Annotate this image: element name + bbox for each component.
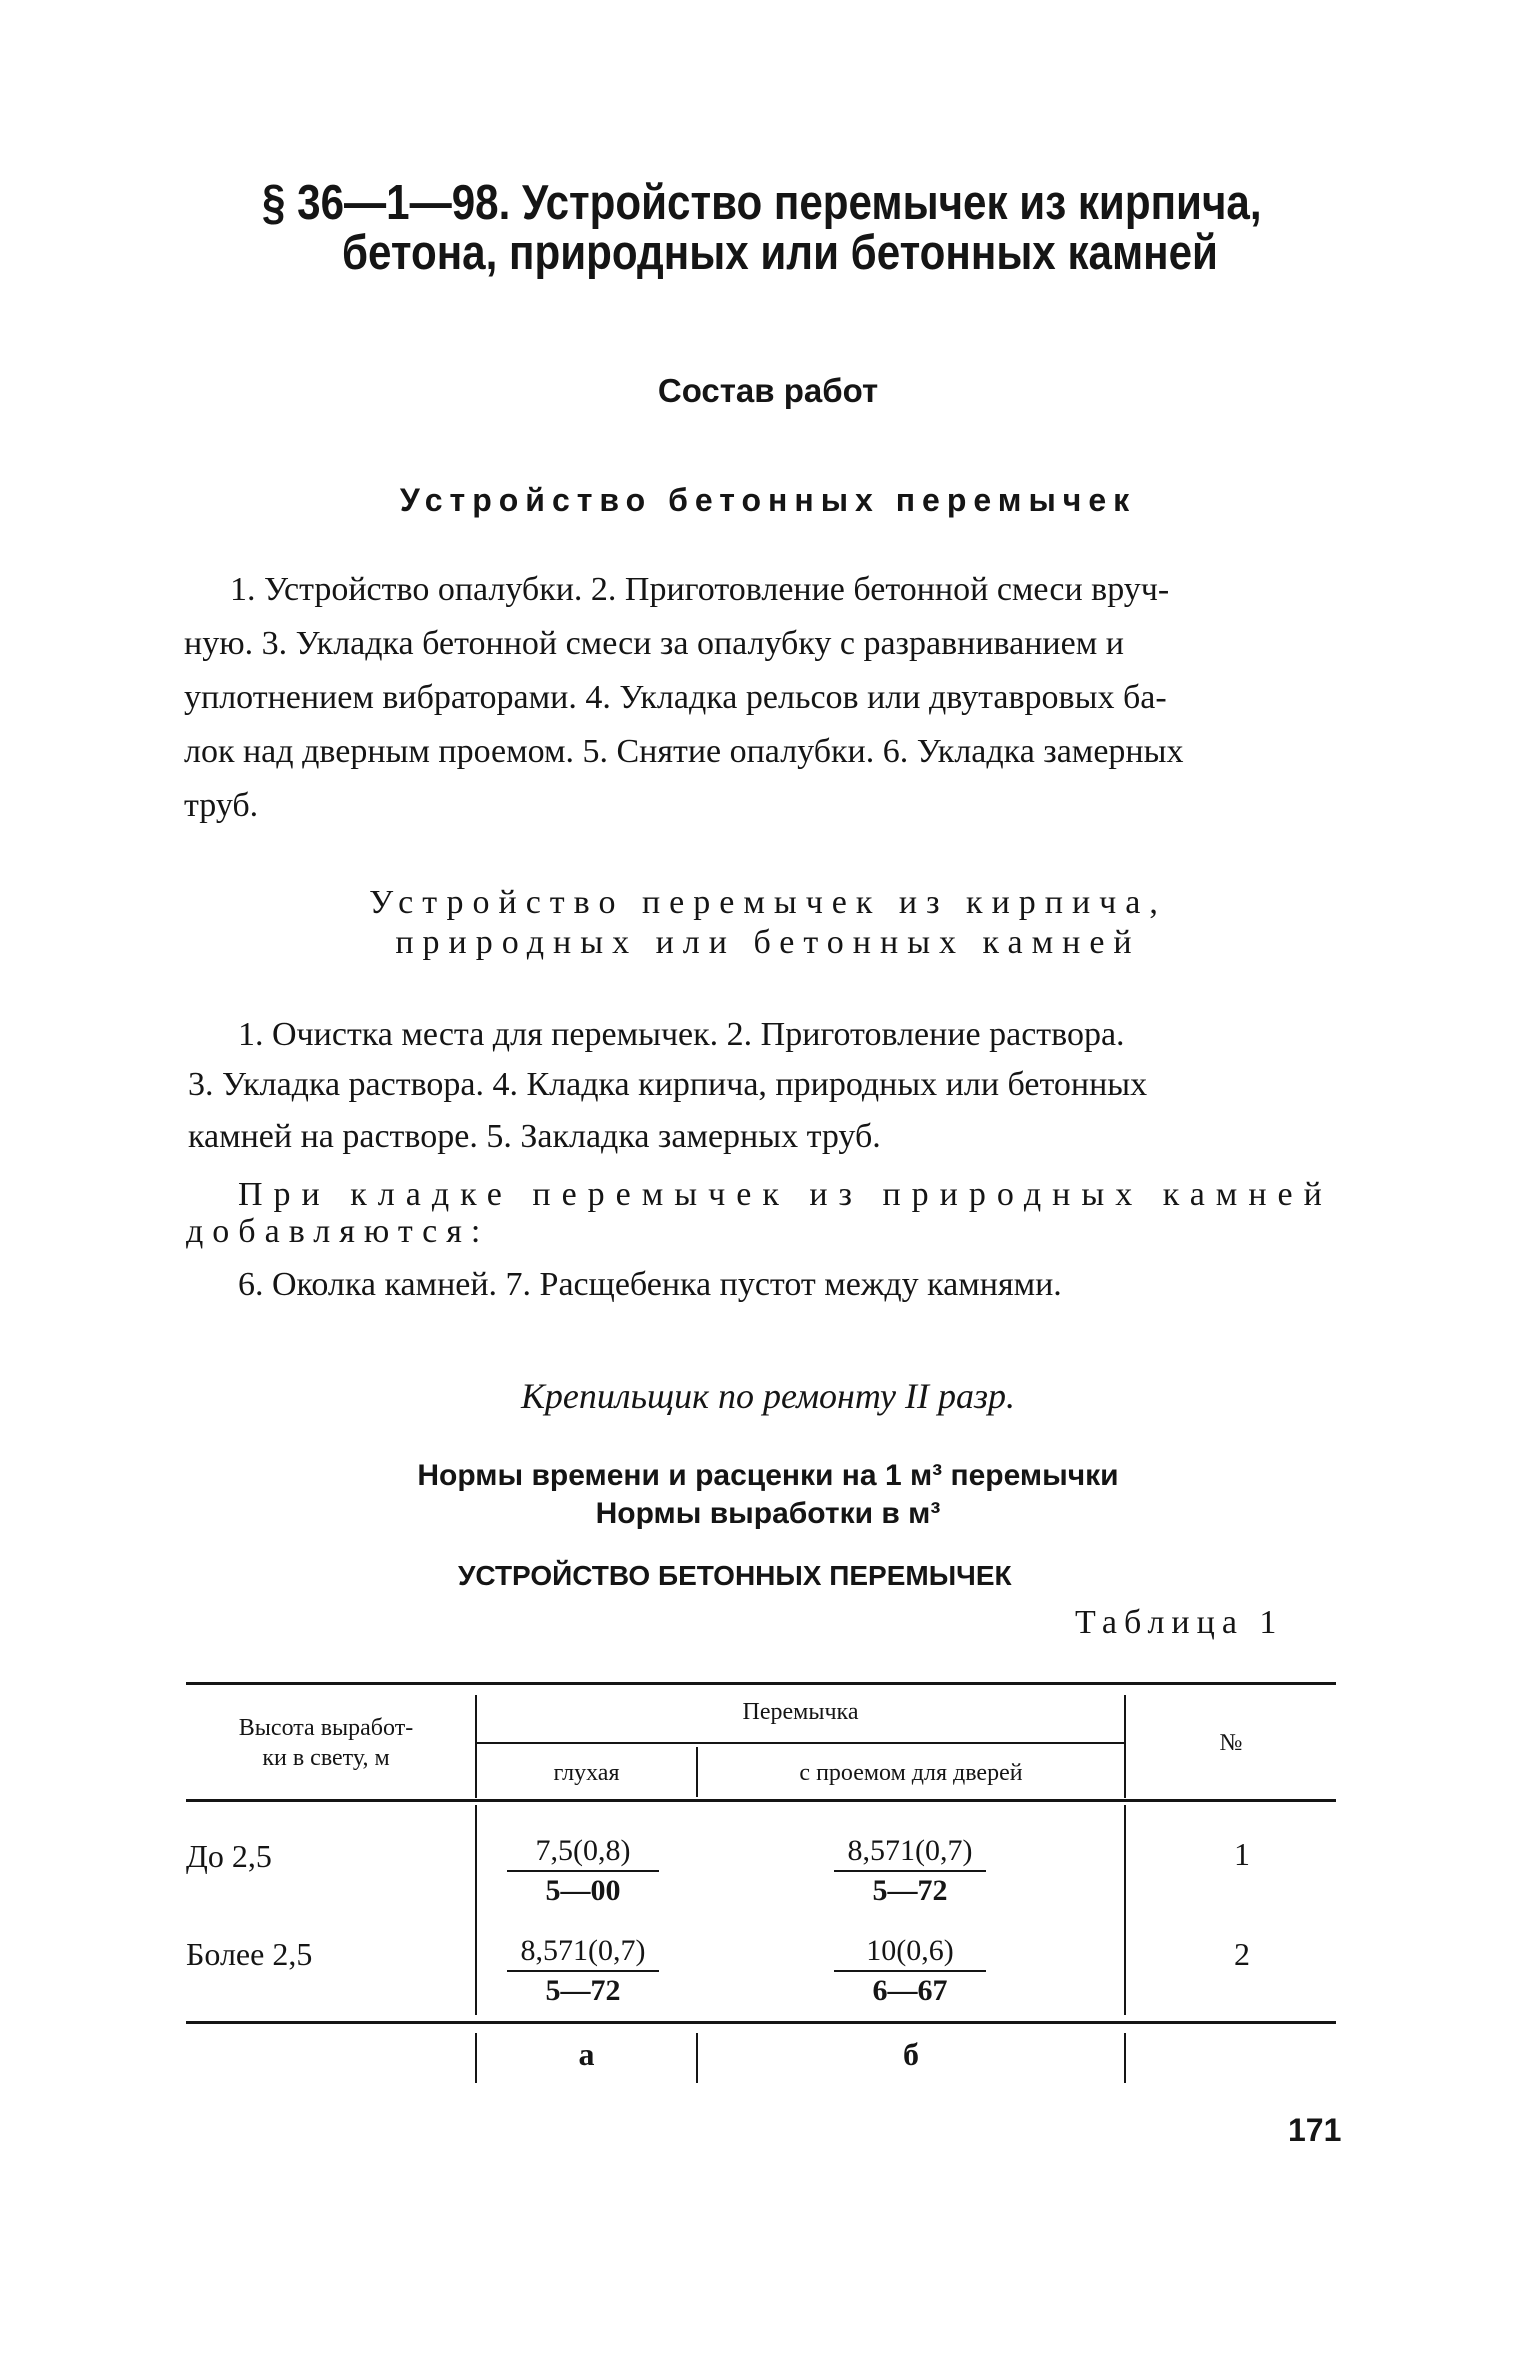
section1-line: ную. 3. Укладка бетонной смеси за опалубку с разравниванием и: [184, 625, 1124, 662]
section2-title-line2: природных или бетонных камней: [395, 924, 1141, 961]
row1-col-b-value: [834, 1832, 986, 1910]
worker-grade: Крепильщик по ремонту II разр.: [521, 1376, 1015, 1416]
column-letter-a: а: [578, 2036, 595, 2072]
row1-col-a-value: [507, 1832, 659, 1910]
header-col-a: глухая: [553, 1760, 620, 1786]
row1-col-a-norm: 7,5(0,8): [535, 1834, 631, 1867]
section1-line: лок над дверным проемом. 5. Снятие опалубки. 6. Укладка замерных: [184, 733, 1184, 770]
row2-col-a-value: [507, 1932, 659, 2010]
table-label: Таблица 1: [1075, 1604, 1284, 1641]
header-height-line1: Высота выработ-: [238, 1715, 414, 1741]
header-group: Перемычка: [742, 1699, 859, 1725]
table-col-rule: [475, 1805, 477, 2015]
header-col-b: с проемом для дверей: [799, 1760, 1023, 1786]
section1-title: Устройство бетонных перемычек: [399, 482, 1137, 518]
header-height-line2: ки в свету, м: [262, 1745, 390, 1771]
section1-line: уплотнением вибраторами. 4. Укладка рельсов или двутавровых ба-: [184, 679, 1167, 716]
table-group-rule: [476, 1742, 1124, 1744]
row2-col-b-norm: 10(0,6): [866, 1934, 954, 1967]
section2-extra-line: 6. Околка камней. 7. Расщебенка пустот между камнями.: [238, 1266, 1062, 1303]
section1-line: 1. Устройство опалубки. 2. Приготовление бетонной смеси вруч-: [230, 571, 1170, 608]
row1-col-b-rate: 5—72: [834, 1870, 986, 1910]
header-height: [186, 1713, 466, 1773]
column-letter-b: б: [903, 2036, 919, 2072]
row2-col-b-rate: 6—67: [834, 1970, 986, 2010]
table-header-rule: [186, 1799, 1336, 1802]
row1-col-b-norm: 8,571(0,7): [847, 1834, 973, 1867]
row2-col-b-value: [834, 1932, 986, 2010]
section2-line: 3. Укладка раствора. 4. Кладка кирпича, природных или бетонных: [188, 1066, 1148, 1103]
header-number: №: [1219, 1730, 1243, 1756]
table-col-rule: [1124, 2033, 1126, 2083]
table-title: УСТРОЙСТВО БЕТОННЫХ ПЕРЕМЫЧЕК: [458, 1560, 1012, 1591]
section-heading-line2: бетона, природных или бетонных камней: [342, 226, 1218, 280]
section2-line: камней на растворе. 5. Закладка замерных труб.: [188, 1118, 881, 1155]
table-col-rule: [1124, 1805, 1126, 2015]
norms-line2: Нормы выработки в м³: [595, 1497, 941, 1530]
norms-line1: Нормы времени и расценки на 1 м³ перемычки: [417, 1459, 1119, 1492]
row1-col-a-rate: 5—00: [507, 1870, 659, 1910]
section2-line: 1. Очистка места для перемычек. 2. Приготовление раствора.: [238, 1016, 1125, 1053]
section2-title-line1: Устройство перемычек из кирпича,: [369, 884, 1167, 921]
composition-title: Состав работ: [657, 372, 879, 409]
row1-number: 1: [1234, 1836, 1250, 1872]
section1-line: труб.: [184, 787, 259, 824]
row2-col-a-norm: 8,571(0,7): [520, 1934, 646, 1967]
section2-note-line2: добавляются:: [186, 1213, 490, 1250]
row2-number: 2: [1234, 1936, 1250, 1972]
row2-height: Более 2,5: [186, 1936, 313, 1972]
page-number: 171: [1288, 2112, 1342, 2148]
row2-col-a-rate: 5—72: [507, 1970, 659, 2010]
table-bottom-rule: [186, 2021, 1336, 2024]
section-heading-line1: § 36—1—98. Устройство перемычек из кирпича,: [262, 176, 1262, 230]
row1-height: До 2,5: [186, 1838, 272, 1874]
table-top-rule: [186, 1682, 1336, 1685]
section2-note-line1: При кладке перемычек из природных камней: [238, 1176, 1333, 1213]
